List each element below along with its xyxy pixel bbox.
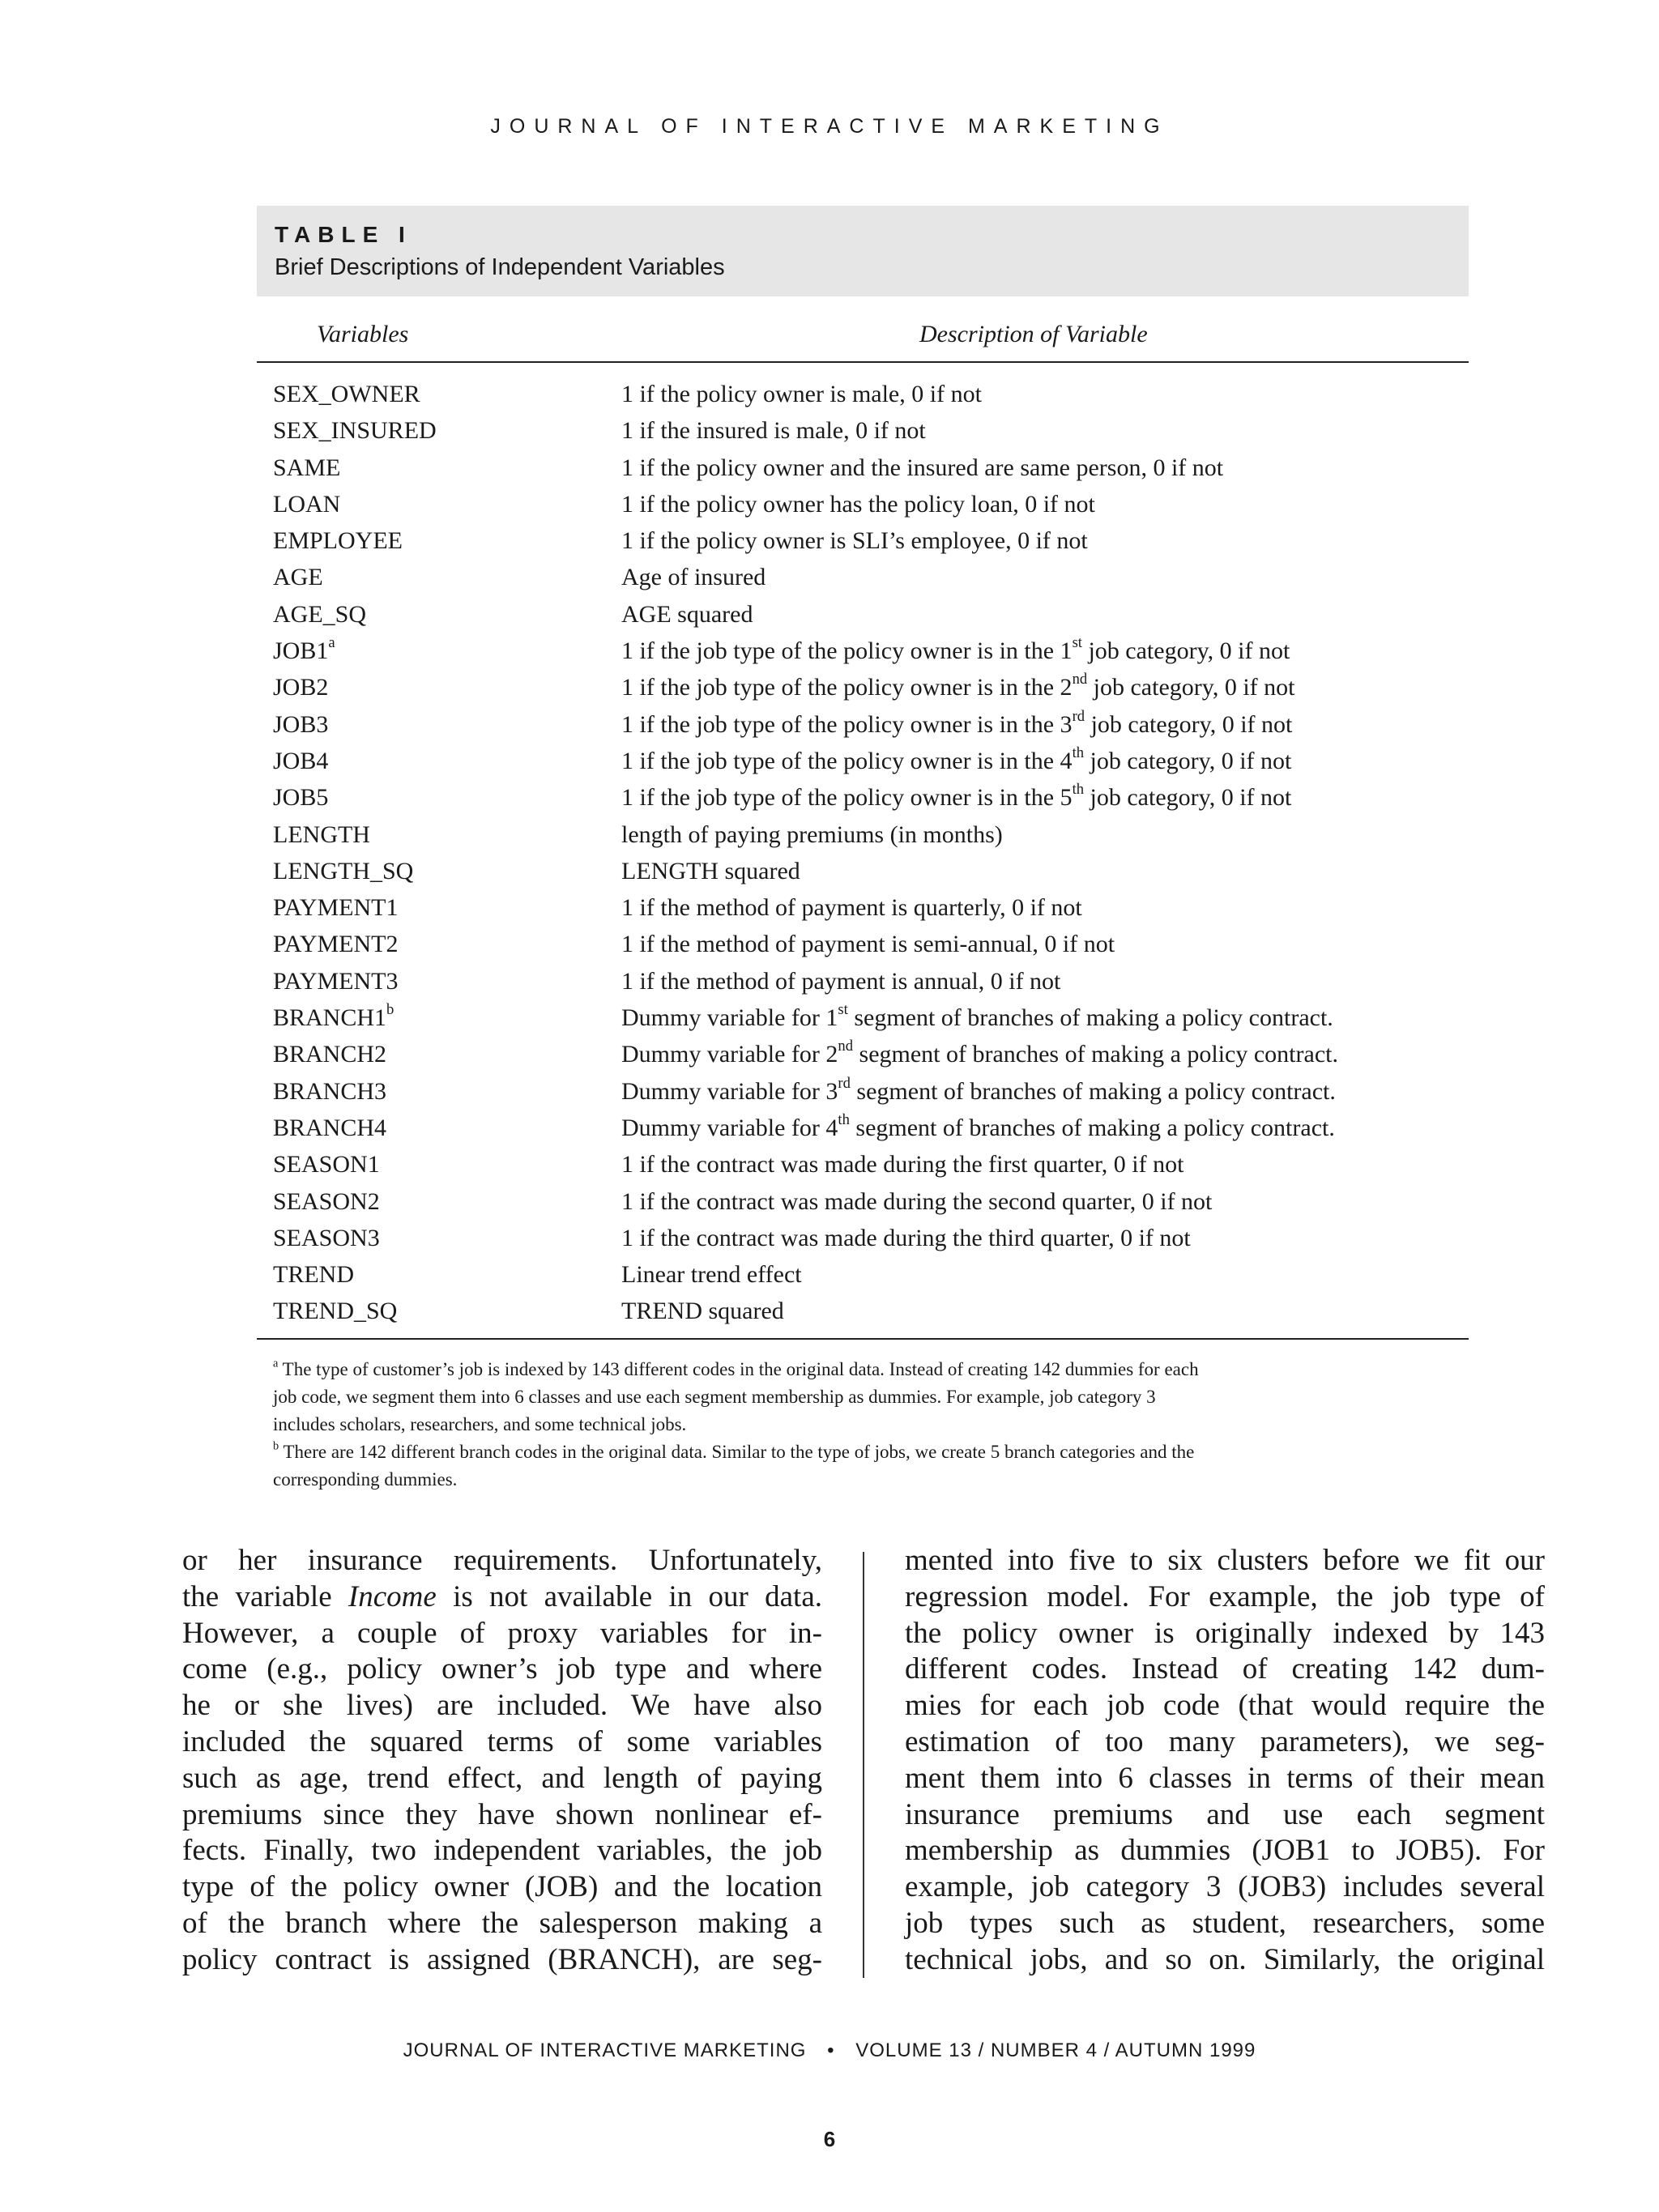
table-row — [257, 412, 1469, 449]
text-line: technical jobs, and so on. Similarly, the original — [905, 1942, 1545, 1976]
table-row — [257, 853, 1469, 889]
footnote-line: $^a$ The type of customer’s job is indexed by 143 different codes in the original data. Instead of creating 142 dummies for each — [273, 1357, 1199, 1379]
text-line: mies for each job code (that would require the — [905, 1689, 1545, 1723]
variable-description: 1 if the job type of the policy owner is in the 3rd job category, 0 if not — [621, 707, 1293, 738]
variable-description: Age of insured — [621, 564, 766, 591]
text-line: However, a couple of proxy variables for in- — [182, 1616, 822, 1650]
table-row — [257, 633, 1469, 669]
footnote-line: job code, we segment them into 6 classes and use each segment membership as dummies. For example, job category 3 — [273, 1386, 1156, 1407]
text-line: estimation of too many parameters), we seg- — [905, 1724, 1545, 1758]
text-line: the policy owner is originally indexed by 143 — [905, 1616, 1545, 1650]
variable-name: SEASON3 — [273, 1224, 380, 1251]
text-line: the variable Income is not available in our data. — [182, 1579, 822, 1613]
variable-description: 1 if the method of payment is semi-annual, 0 if not — [621, 931, 1115, 958]
variable-description: 1 if the insured is male, 0 if not — [621, 417, 926, 445]
table-row — [257, 1183, 1469, 1220]
variable-name: BRANCH3 — [273, 1077, 387, 1105]
variable-name: SAME — [273, 454, 341, 481]
table-title: Brief Descriptions of Independent Variables — [275, 254, 725, 280]
text-line: he or she lives) are included. We have also — [182, 1689, 822, 1723]
table-row — [257, 1110, 1469, 1146]
italic-term: Income — [348, 1579, 437, 1613]
variable-name: PAYMENT1 — [273, 894, 399, 922]
table-row — [257, 1256, 1469, 1293]
table-caption — [257, 206, 1469, 296]
variable-name: TREND — [273, 1261, 354, 1289]
variable-name: LENGTH_SQ — [273, 857, 414, 884]
ordinal-suffix: rd — [1072, 707, 1085, 725]
footer-journal: JOURNAL OF INTERACTIVE MARKETING — [403, 2039, 807, 2061]
table-row — [257, 816, 1469, 853]
footnote-marker: a — [273, 1357, 279, 1370]
text-line: mented into five to six clusters before we fit our — [905, 1544, 1545, 1577]
table-row — [257, 926, 1469, 962]
variable-name: AGE_SQ — [273, 600, 367, 628]
text-line: of the branch where the salesperson making a — [182, 1906, 822, 1940]
table-row — [257, 743, 1469, 779]
text-line: example, job category 3 (JOB3) includes several — [905, 1870, 1545, 1904]
ordinal-suffix: st — [1072, 634, 1082, 652]
text-line: come (e.g., policy owner’s job type and where — [182, 1652, 822, 1686]
variable-description: TREND squared — [621, 1298, 784, 1325]
table-row — [257, 559, 1469, 595]
variable-name: PAYMENT3 — [273, 967, 399, 995]
footer-bullet: • — [827, 2039, 835, 2061]
footnote-marker: b — [386, 1001, 394, 1019]
ordinal-suffix: rd — [838, 1074, 851, 1092]
variable-name: SEX_INSURED — [273, 417, 437, 445]
table-bottom-rule — [257, 1338, 1469, 1340]
text-line: ment them into 6 classes in terms of their mean — [905, 1761, 1545, 1795]
variable-name: BRANCH4 — [273, 1114, 387, 1141]
table-footnotes — [257, 1356, 1469, 1494]
table-row — [257, 1036, 1469, 1072]
table-row — [257, 376, 1469, 412]
variable-name: PAYMENT2 — [273, 931, 399, 958]
variable-name: EMPLOYEE — [273, 527, 403, 555]
footnote-line: includes scholars, researchers, and some technical jobs. — [273, 1413, 687, 1434]
variable-description: 1 if the method of payment is quarterly, 0 if not — [621, 894, 1082, 922]
variable-description: Linear trend effect — [621, 1261, 802, 1289]
table-row — [257, 450, 1469, 486]
variable-description: 1 if the job type of the policy owner is in the 2nd job category, 0 if not — [621, 671, 1295, 701]
footer-issue: VOLUME 13 / NUMBER 4 / AUTUMN 1999 — [855, 2039, 1256, 2061]
text-line: job types such as student, researchers, some — [905, 1906, 1545, 1940]
table-number: TABLE I — [275, 222, 412, 247]
text-line: or her insurance requirements. Unfortunately, — [182, 1544, 822, 1577]
page-footer — [0, 2039, 1659, 2062]
variable-name: SEASON1 — [273, 1151, 380, 1178]
column-header-description: Description of Variable — [919, 321, 1148, 347]
variable-name: SEASON2 — [273, 1187, 380, 1215]
variable-description: 1 if the method of payment is annual, 0 if not — [621, 967, 1061, 995]
ordinal-suffix: st — [838, 1001, 848, 1019]
table-row — [257, 779, 1469, 816]
variable-description: 1 if the job type of the policy owner is in the 4th job category, 0 if not — [621, 744, 1292, 774]
variable-name: JOB3 — [273, 710, 329, 738]
table-column-headers — [257, 296, 1469, 363]
variable-name: BRANCH1$^b$ — [273, 1001, 394, 1032]
variable-name: SEX_OWNER — [273, 381, 420, 407]
variable-description: 1 if the contract was made during the third quarter, 0 if not — [621, 1224, 1191, 1251]
text-line: fects. Finally, two independent variables, the job — [182, 1834, 822, 1868]
text-line: type of the policy owner (JOB) and the location — [182, 1870, 822, 1904]
variable-name: TREND_SQ — [273, 1298, 398, 1325]
variable-name: JOB5 — [273, 784, 329, 812]
text-line: such as age, trend effect, and length of paying — [182, 1761, 822, 1795]
table-row — [257, 889, 1469, 926]
variable-description: Dummy variable for 3rd segment of branches of making a policy contract. — [621, 1074, 1336, 1105]
text-line: membership as dummies (JOB1 to JOB5). For — [905, 1834, 1545, 1868]
footnote-line: corresponding dummies. — [273, 1468, 458, 1490]
variable-description: 1 if the job type of the policy owner is in the 1st job category, 0 if not — [621, 634, 1290, 665]
variable-name: JOB4 — [273, 747, 329, 774]
text-line: policy contract is assigned (BRANCH), are seg- — [182, 1942, 822, 1976]
table-row — [257, 706, 1469, 743]
variable-name: BRANCH2 — [273, 1041, 387, 1068]
ordinal-suffix: th — [1072, 744, 1085, 762]
footnote-line: $^b$ There are 142 different branch codes in the original data. Similar to the type of jobs, we create 5 branch categories and the — [273, 1439, 1195, 1462]
variable-description: 1 if the contract was made during the second quarter, 0 if not — [621, 1187, 1213, 1215]
variable-description: 1 if the contract was made during the first quarter, 0 if not — [621, 1151, 1184, 1178]
variable-description: Dummy variable for 4th segment of branches of making a policy contract. — [621, 1111, 1335, 1141]
table-row — [257, 1220, 1469, 1256]
ordinal-suffix: th — [838, 1111, 850, 1128]
text-line: premiums since they have shown nonlinear ef- — [182, 1797, 822, 1831]
table-row — [257, 1146, 1469, 1183]
variable-description: 1 if the policy owner is male, 0 if not — [621, 381, 982, 407]
table-row — [257, 999, 1469, 1036]
text-line: included the squared terms of some variables — [182, 1724, 822, 1758]
table-row — [257, 1073, 1469, 1110]
footnote-marker: b — [273, 1439, 279, 1453]
variable-description: 1 if the policy owner has the policy loan, 0 if not — [621, 490, 1095, 518]
table-row — [257, 486, 1469, 522]
variable-description: LENGTH squared — [621, 857, 800, 884]
text-line: different codes. Instead of creating 142 dum- — [905, 1652, 1545, 1686]
variable-description: AGE squared — [621, 600, 753, 628]
variable-name: LOAN — [273, 490, 341, 518]
text-line: regression model. For example, the job type of — [905, 1579, 1545, 1613]
table-row — [257, 1293, 1469, 1329]
variable-name: AGE — [273, 564, 323, 591]
variable-description: 1 if the policy owner is SLI’s employee, 0 if not — [621, 527, 1088, 555]
variable-description: 1 if the policy owner and the insured are same person, 0 if not — [621, 454, 1224, 481]
column-header-variables: Variables — [317, 321, 409, 347]
footnote-marker: a — [328, 634, 335, 652]
ordinal-suffix: nd — [838, 1038, 854, 1055]
table-1 — [257, 206, 1469, 1494]
table-row — [257, 963, 1469, 999]
variable-name: JOB2 — [273, 674, 329, 701]
body-column-right — [905, 1543, 1545, 1979]
variable-description: length of paying premiums (in months) — [621, 820, 1003, 848]
body-column-left — [182, 1543, 822, 1979]
ordinal-suffix: nd — [1072, 671, 1088, 688]
variable-description: Dummy variable for 1st segment of branches of making a policy contract. — [621, 1001, 1333, 1032]
table-row — [257, 596, 1469, 633]
table-row — [257, 522, 1469, 559]
text-line: insurance premiums and use each segment — [905, 1797, 1545, 1831]
ordinal-suffix: th — [1072, 781, 1085, 799]
variable-name: JOB1$^a$ — [273, 634, 335, 665]
running-head: JOURNAL OF INTERACTIVE MARKETING — [490, 115, 1169, 138]
variable-description: 1 if the job type of the policy owner is in the 5th job category, 0 if not — [621, 781, 1292, 812]
variable-name: LENGTH — [273, 820, 370, 848]
table-body — [257, 376, 1469, 1330]
variable-description: Dummy variable for 2nd segment of branches of making a policy contract. — [621, 1038, 1338, 1068]
table-row — [257, 669, 1469, 705]
page-number: 6 — [823, 2127, 836, 2151]
column-divider — [863, 1552, 864, 1978]
